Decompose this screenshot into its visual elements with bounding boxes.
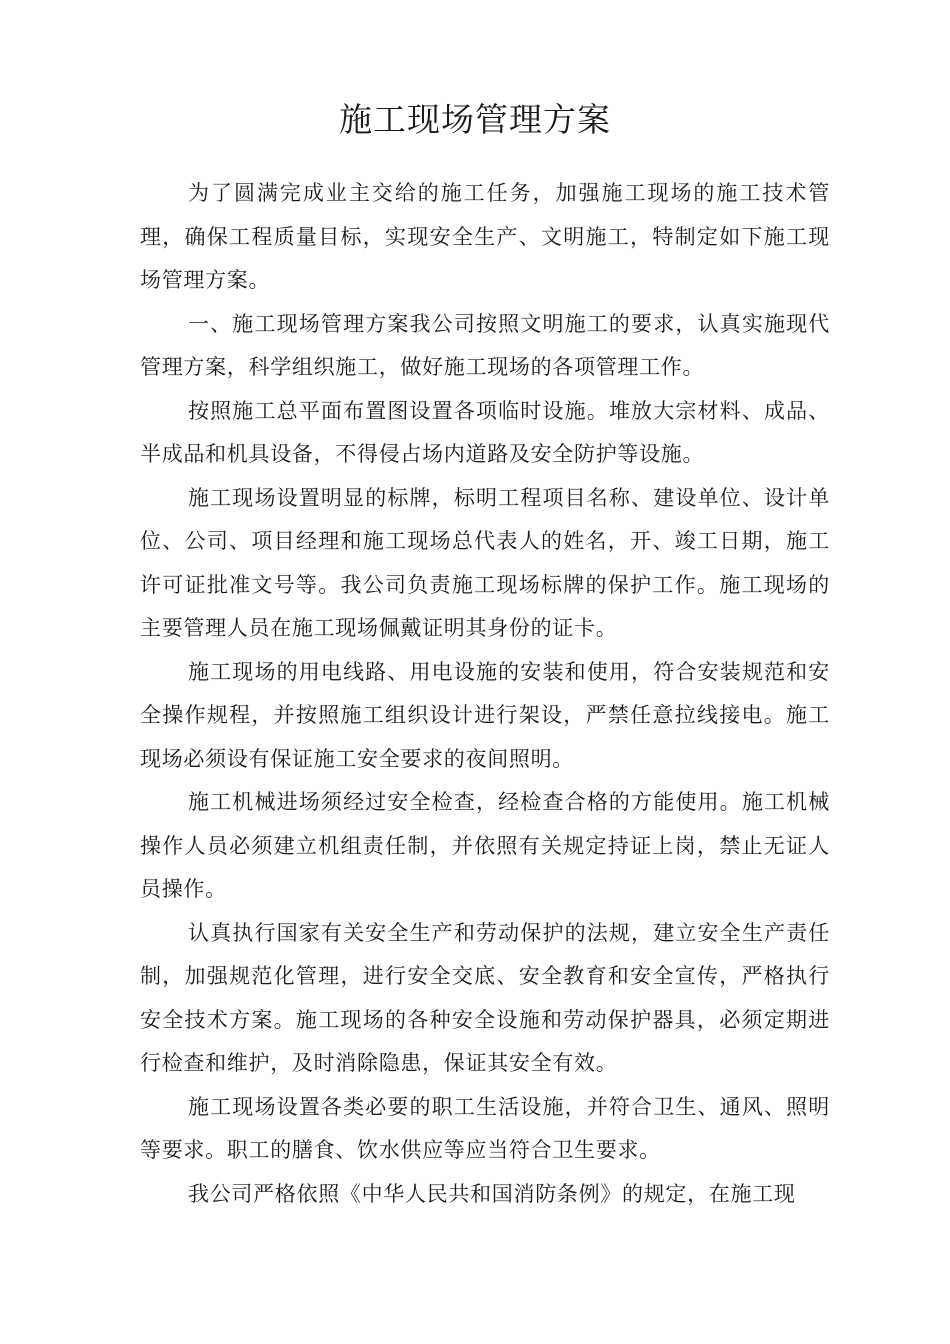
paragraph-fire-protection: 我公司严格依照《中华人民共和国消防条例》的规定，在施工现 (188, 1181, 796, 1206)
paragraph-section-1: 一、施工现场管理方案我公司按照文明施工的要求，认真实施现代管理方案，科学组织施工，做好施工现场的各项管理工作。 (140, 311, 830, 379)
paragraph-site-signage: 施工现场设置明显的标牌，标明工程项目名称、建设单位、设计单位、公司、项目经理和施工现场总代表人的姓名，开、竣工日期，施工许可证批准文号等。我公司负责施工现场标牌的保护工作。施工现场的主要管理人员在施工现场佩戴证明其身份的证卡。 (140, 485, 830, 640)
document-body (140, 172, 830, 1216)
paragraph-living-facilities: 施工现场设置各类必要的职工生活设施，并符合卫生、通风、照明等要求。职工的膳食、饮水供应等应当符合卫生要求。 (140, 1094, 830, 1162)
paragraph-machinery: 施工机械进场须经过安全检查，经检查合格的方能使用。施工机械操作人员必须建立机组责任制，并依照有关规定持证上岗，禁止无证人员操作。 (140, 790, 830, 901)
paragraph-intro: 为了圆满完成业主交给的施工任务，加强施工现场的施工技术管理，确保工程质量目标，实现安全生产、文明施工，特制定如下施工现场管理方案。 (140, 181, 830, 292)
paragraph-electrical: 施工现场的用电线路、用电设施的安装和使用，符合安装规范和安全操作规程，并按照施工组织设计进行架设，严禁任意拉线接电。施工现场必须设有保证施工安全要求的夜间照明。 (140, 659, 830, 771)
paragraph-temporary-facilities: 按照施工总平面布置图设置各项临时设施。堆放大宗材料、成品、半成品和机具设备，不得侵占场内道路及安全防护等设施。 (140, 398, 830, 466)
document-title: 施工现场管理方案 (339, 100, 611, 139)
paragraph-safety-production: 认真执行国家有关安全生产和劳动保护的法规，建立安全生产责任制，加强规范化管理，进行安全交底、安全教育和安全宣传，严格执行安全技术方案。施工现场的各种安全设施和劳动保护器具，必须定期进行检查和维护，及时消除隐患，保证其安全有效。 (140, 920, 830, 1075)
